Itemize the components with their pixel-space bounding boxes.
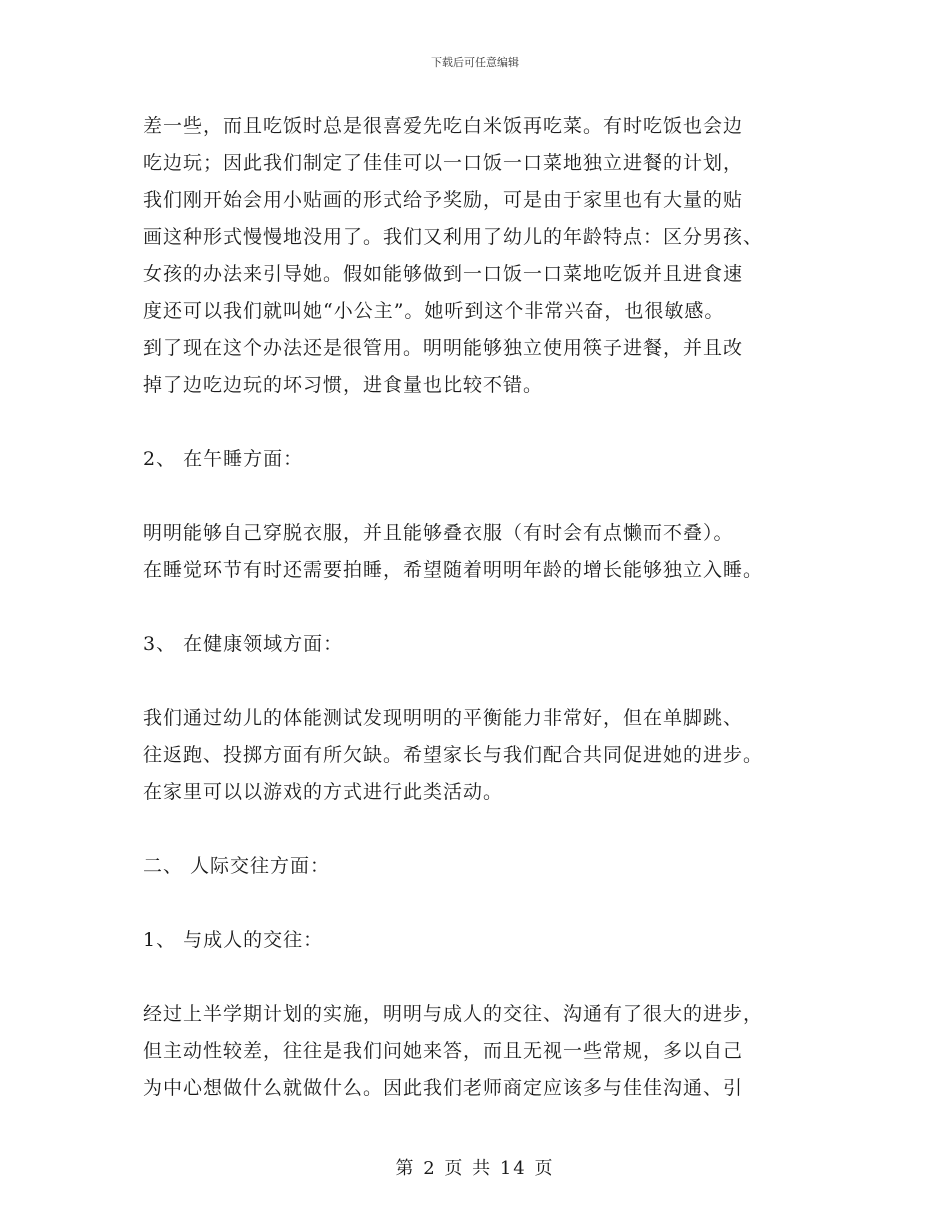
section-heading: 2、 在午睡方面： <box>143 448 304 470</box>
paragraph-line: 我们刚开始会用小贴画的形式给予奖励，可是由于家里也有大量的贴 <box>143 189 744 211</box>
paragraph-line: 我们通过幼儿的体能测试发现明明的平衡能力非常好，但在单脚跳、 <box>143 707 744 729</box>
paragraph-line: 画这种形式慢慢地没用了。我们又利用了幼儿的年龄特点：区分男孩、 <box>143 226 764 248</box>
paragraph-line: 明明能够自己穿脱衣服，并且能够叠衣服（有时会有点懒而不叠）。 <box>143 522 734 544</box>
paragraph-line: 经过上半学期计划的实施，明明与成人的交往、沟通有了很大的进步， <box>143 1003 764 1025</box>
section-heading: 3、 在健康领域方面： <box>143 633 344 655</box>
paragraph-line: 在睡觉环节有时还需要拍睡，希望随着明明年龄的增长能够独立入睡。 <box>143 559 764 581</box>
paragraph-line: 到了现在这个办法还是很管用。明明能够独立使用筷子进餐，并且改 <box>143 337 744 359</box>
paragraph-line: 往返跑、投掷方面有所欠缺。希望家长与我们配合共同促进她的进步。 <box>143 744 764 766</box>
paragraph-line: 在家里可以以游戏的方式进行此类活动。 <box>143 781 504 803</box>
page-number-footer: 第 2 页 共 14 页 <box>395 1158 555 1179</box>
section-heading: 1、 与成人的交往： <box>143 929 324 951</box>
paragraph-line: 但主动性较差，往往是我们问她来答，而且无视一些常规，多以自己 <box>143 1040 744 1062</box>
paragraph-line: 女孩的办法来引导她。假如能够做到一口饭一口菜地吃饭并且进食速 <box>143 263 744 285</box>
paragraph-line: 为中心想做什么就做什么。因此我们老师商定应该多与佳佳沟通、引 <box>143 1077 744 1099</box>
paragraph-line: 度还可以我们就叫她“小公主”。她听到这个非常兴奋，也很敏感。 <box>143 300 725 322</box>
paragraph-line: 掉了边吃边玩的坏习惯，进食量也比较不错。 <box>143 374 544 396</box>
page-header-note: 下载后可任意编辑 <box>431 56 519 69</box>
paragraph-line: 吃边玩；因此我们制定了佳佳可以一口饭一口菜地独立进餐的计划， <box>143 152 744 174</box>
section-heading: 二、 人际交往方面： <box>143 855 331 877</box>
paragraph-line: 差一些，而且吃饭时总是很喜爱先吃白米饭再吃菜。有时吃饭也会边 <box>143 115 744 137</box>
